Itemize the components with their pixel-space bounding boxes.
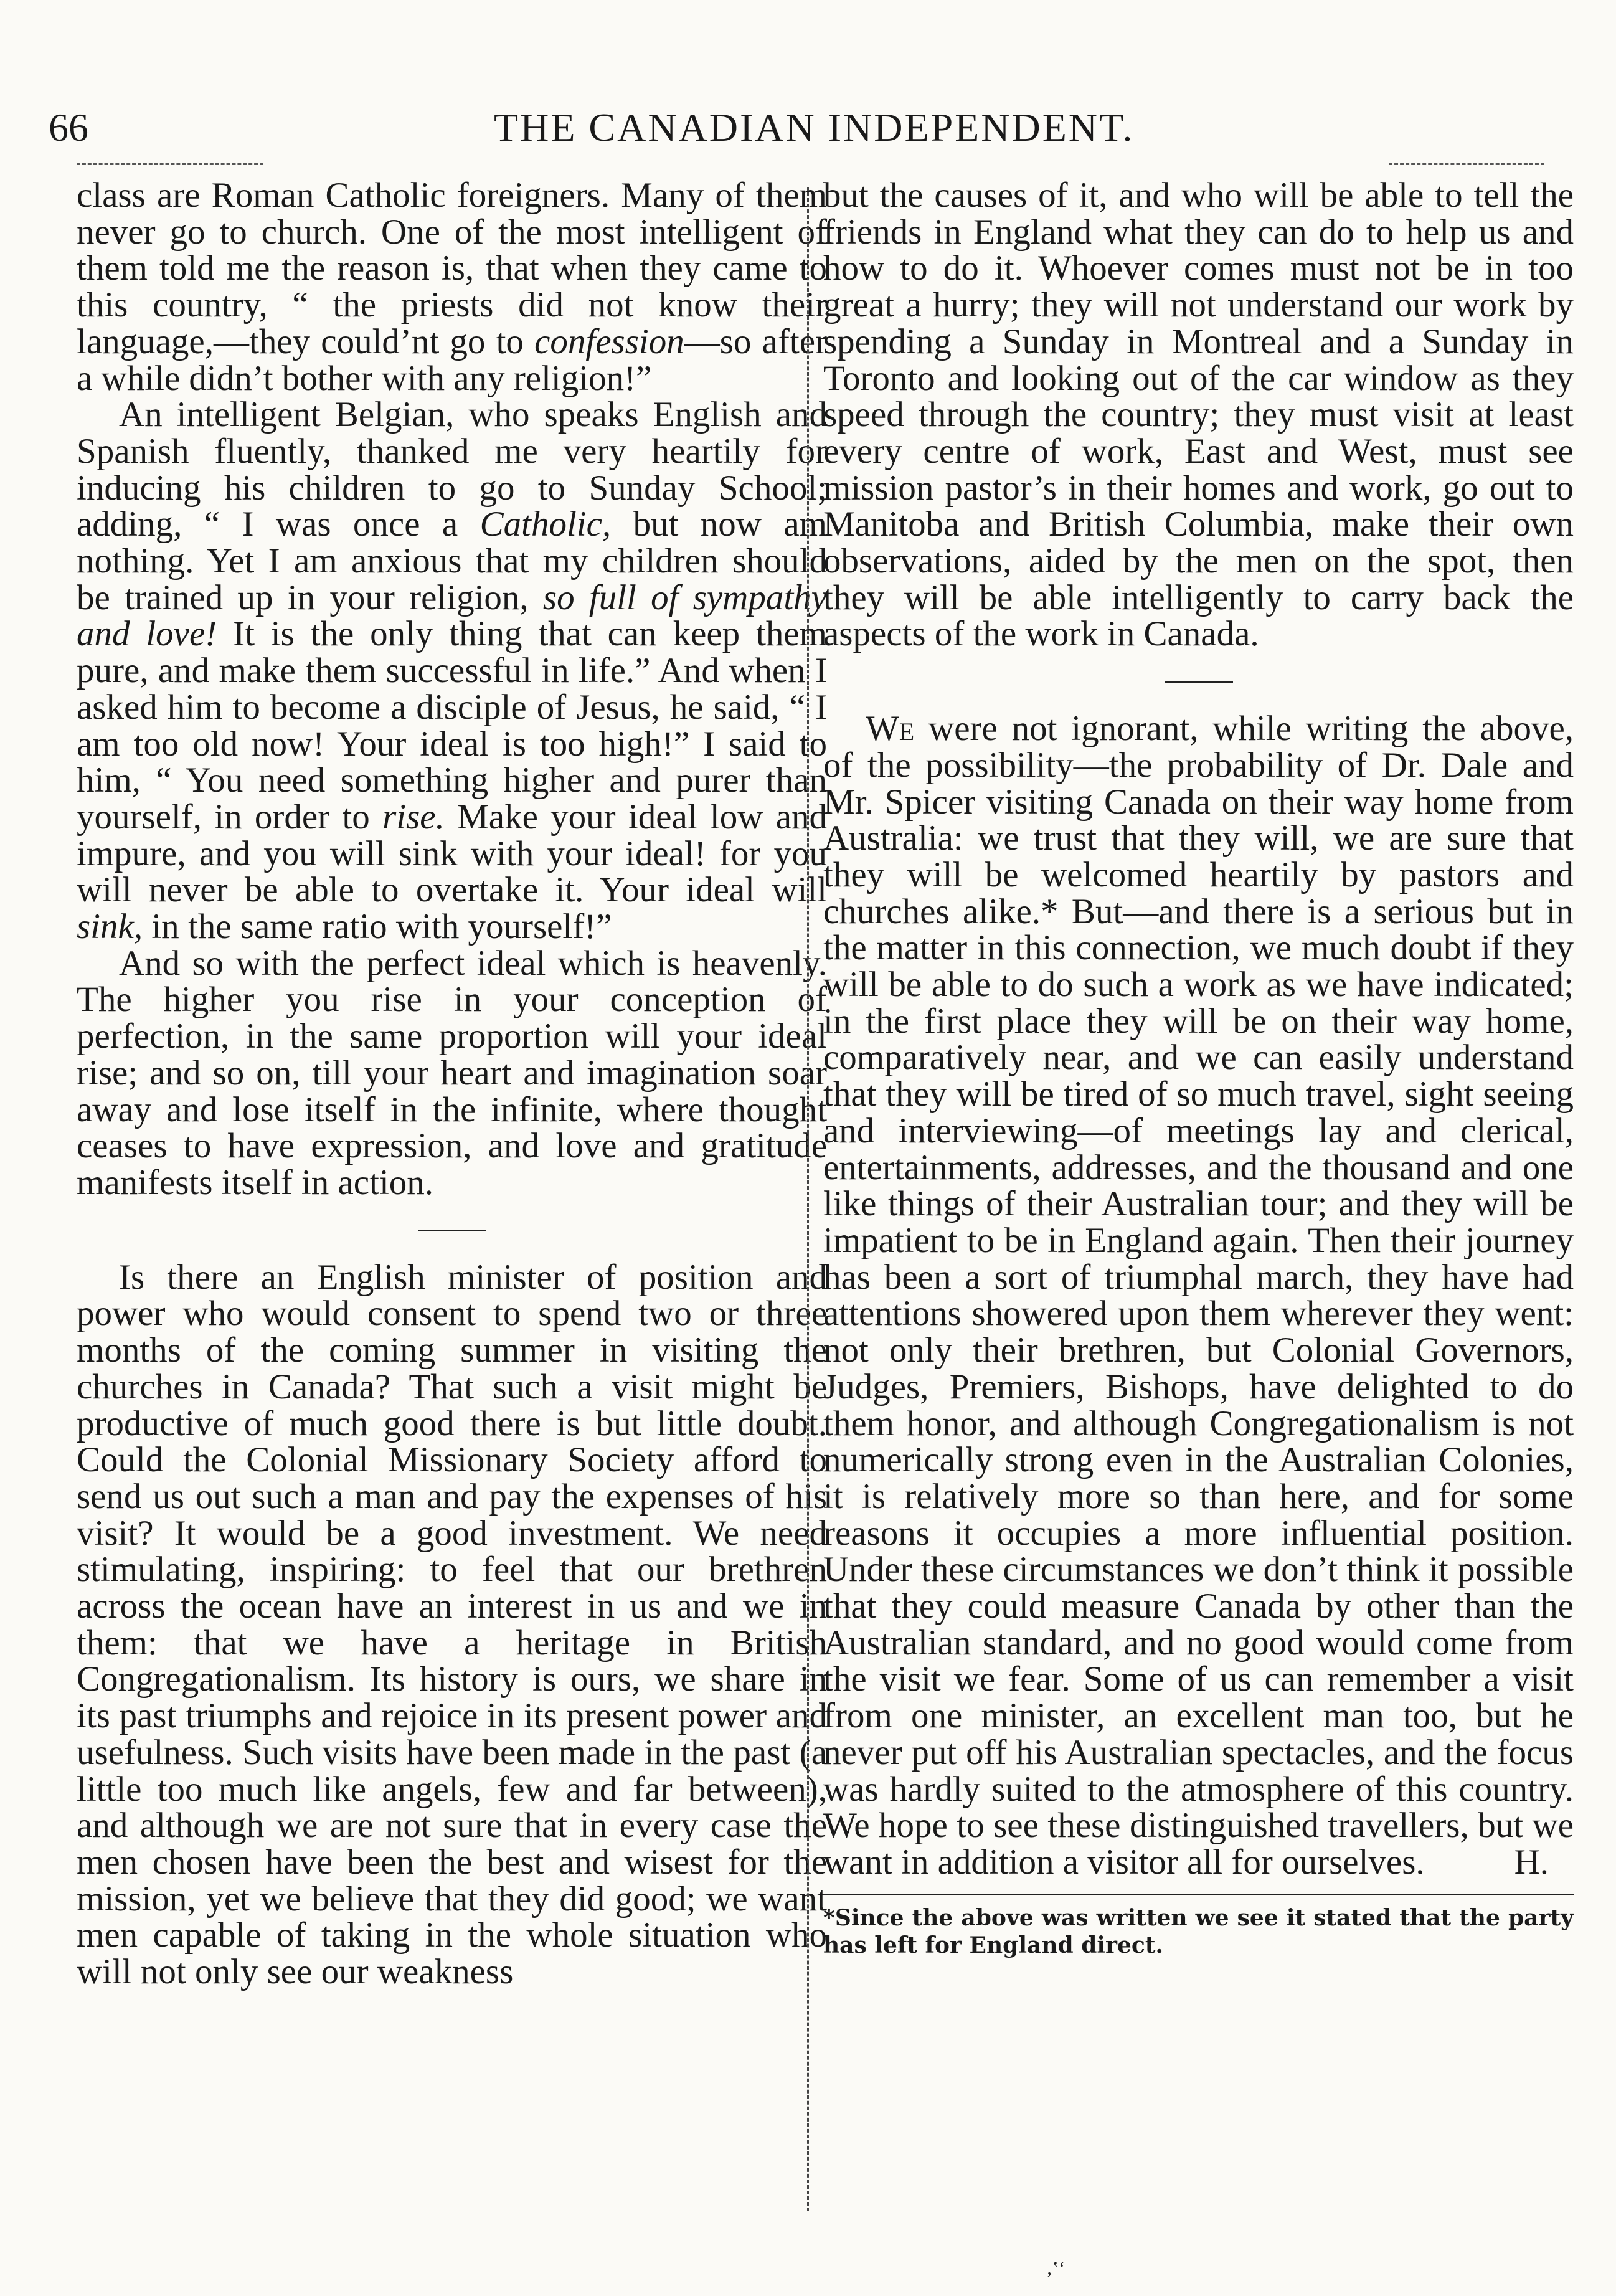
running-title: THE CANADIAN INDEPENDENT. xyxy=(494,105,1135,149)
section-divider xyxy=(418,1230,486,1231)
footnote: *Since the above was written we see it stated that the party has left for England direct. xyxy=(823,1894,1574,1959)
text: Make your ideal low and impure, and you will sink with your ideal! for you will never be able to overtake it. Your ideal will xyxy=(77,797,827,910)
paragraph: but the causes of it, and who will be able to tell the friends in England what they can do to help us and how to do it. Whoever comes must not be in too great a hurry; they will not understand our work by spending a Sunday in Montreal and a Sunday in Toronto and looking out of the car window as they speed through the country; they must visit at least every centre of work, East and West, must see mission pastor’s in their homes and work, go out to Manitoba and British Columbia, make their own observations, aided by the men on the spot, then they will be able intelligently to carry back the aspects of the work in Canada. xyxy=(823,176,1574,654)
paragraph: Is there an English minister of position and power who would consent to spend two or three months of the coming summer in visiting the churches in Canada? That such a visit might be productive of much good there is but little doubt. Could the Colonial Missionary Society afford to send us out such a man and pay the expenses of his visit? It would be a good investment. We need stimulating, inspiring: to feel that our brethren across the ocean have an interest in us and we in them: that we have a heritage in British Congregationalism. Its history is ours, we share in its past triumphs and rejoice in its present power and usefulness. Such visits have been made in the past (a little too much like angels, few and far between), and although we are not sure that in every case the men chosen have been the best and wisest for the mission, yet we believe that they did good; we want men capable of taking in the whole situation who will not only see our weakness xyxy=(77,1257,827,1992)
paragraph xyxy=(77,178,827,397)
paragraph xyxy=(77,397,827,946)
text: —so after a while didn’t bother with any religion!” xyxy=(77,321,827,398)
header-rule-left xyxy=(77,163,263,165)
text: in the same ratio with yourself!” xyxy=(143,907,612,947)
column-separator xyxy=(807,187,809,2211)
small-caps-text: We xyxy=(866,709,915,749)
text: An intelligent Belgian, who speaks English and Spanish fluently, thanked me very heartily for inducing his children to go to Sunday School; adding, “ I was once a xyxy=(77,395,827,544)
left-column xyxy=(77,178,827,1991)
italic-text: rise. xyxy=(382,797,445,837)
paragraph xyxy=(823,711,1574,1881)
italic-text: so full of sympathy and love! xyxy=(77,577,827,654)
section-divider xyxy=(1165,681,1233,683)
text: class are Roman Catholic foreigners. Many of them never go to church. One of the most intelligent of them told me the reason is, that when they came to this country, “ the priests did not know their language,—they could’nt go to xyxy=(77,176,827,361)
paragraph: And so with the perfect ideal which is heavenly. The higher you rise in your conception of perfection, in the same proportion will your ideal rise; and so on, till your heart and imagination soar away and lose itself in the infinite, where thought ceases to have expression, and love and gratitude manifests itself in action. xyxy=(77,943,827,1202)
italic-text: Catholic, xyxy=(480,505,612,544)
page-header xyxy=(49,105,1543,167)
right-column xyxy=(823,178,1574,1959)
footer-mark: ‚‛‘ xyxy=(1046,2258,1065,2279)
signature: H. xyxy=(1514,1842,1549,1882)
header-rule-right xyxy=(1389,163,1544,165)
italic-text: sink, xyxy=(77,907,143,947)
page-number: 66 xyxy=(49,105,88,149)
italic-text: confession xyxy=(534,321,684,361)
text: were not ignorant, while writing the above, of the possibility—the probability of Dr. Dale and Mr. Spicer visiting Canada on their way home from Australia: we trust that they will, we are sure that they will be welcomed heartily by pastors and churches alike.* But—and there is a serious but in the matter in this connection, we much doubt if they will be able to do such a work as we have indicated; in the first place they will be on their way home, comparatively near, and we can easily understand that they will be tired of so much travel, sight seeing and interviewing—of meetings lay and clerical, entertainments, addresses, and the thousand and one like things of their Australian tour; and they will be impatient to be in England again. Then their journey has been a sort of triumphal march, they have had attentions showered upon them wherever they went: not only their brethren, but Colonial Governors, Judges, Premiers, Bishops, have delighted to do them honor, and although Congregationalism is not numerically strong even in the Australian Colonies, it is relatively more so than here, and for some reasons it occupies a more influential position. Under these circumstances we don’t think it possible that they could measure Canada by other than the Australian standard, and no good would come from the visit we fear. Some of us can remember a visit from one minister, an excellent man too, but he never put off his Australian spectacles, and the focus was hardly suited to the atmosphere of this country. We hope to see these distinguished travellers, but we want in addition a visitor all for ourselves. xyxy=(823,709,1574,1882)
text: but now am nothing. Yet I am anxious that my children should be trained up in your religion, xyxy=(77,505,827,617)
text: It is the only thing that can keep them pure, and make them successful in life.” And when I asked him to become a disciple of Jesus, he said, “ I am too old now! Your ideal is too high!” I said to him, “ You need something higher and purer than yourself, in order to xyxy=(77,614,827,837)
